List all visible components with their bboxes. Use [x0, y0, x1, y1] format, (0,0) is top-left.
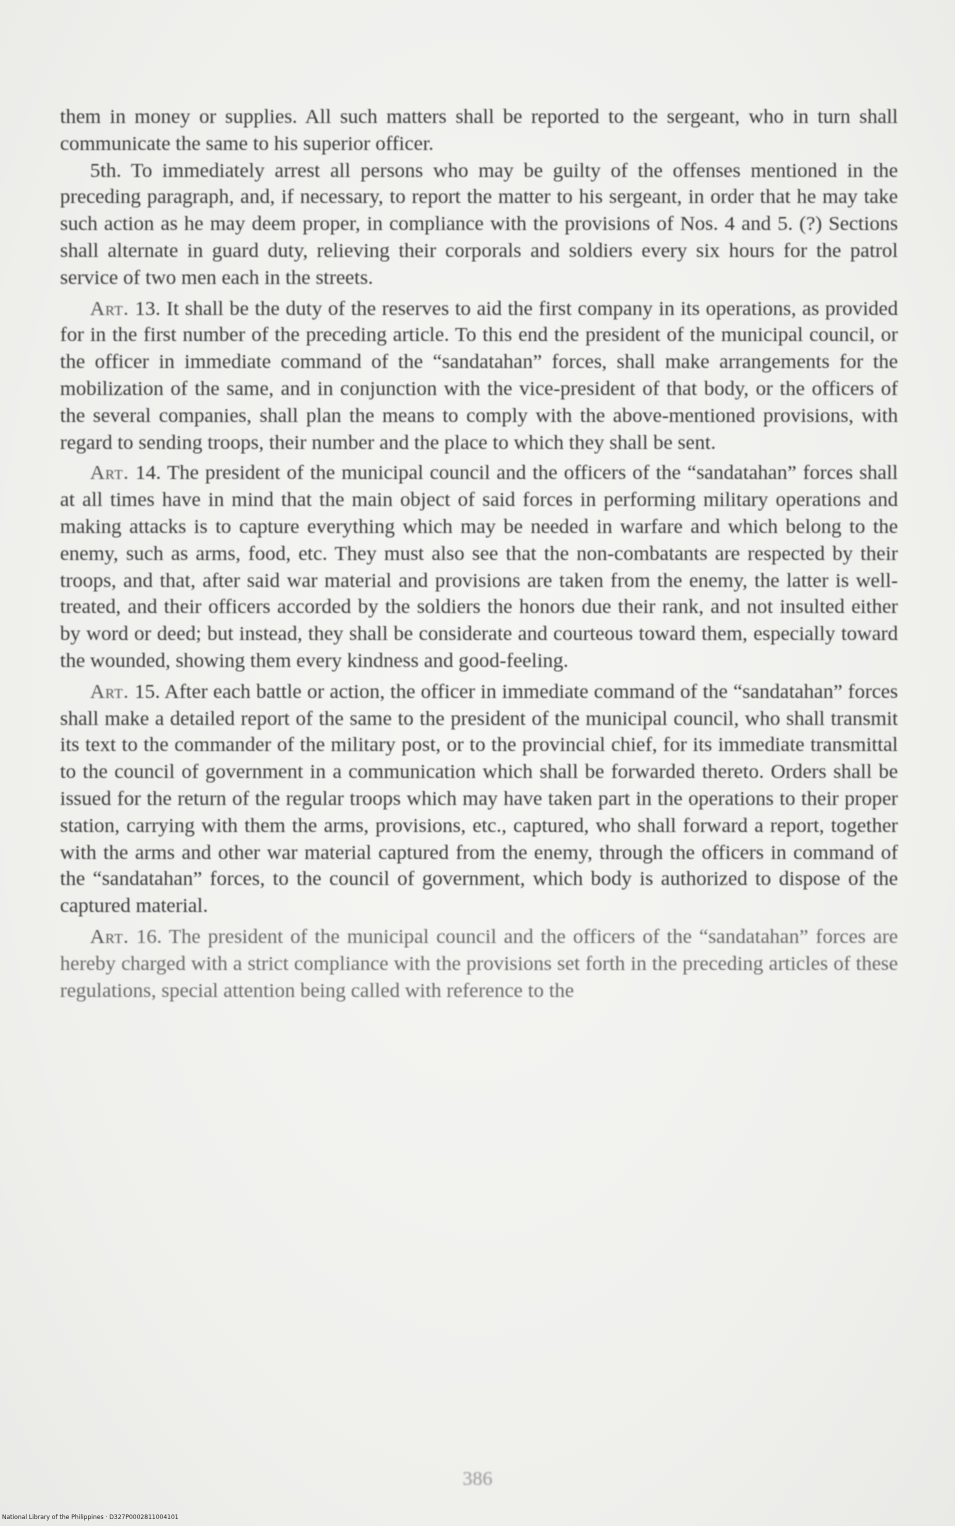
paragraph-text: them in money or supplies. All such matters shall be reported to the sergeant, who in turn shall communicate the same to his superior officer. [60, 106, 898, 155]
article-15 [60, 679, 898, 920]
paragraph-fifth-duty [60, 158, 898, 292]
page-number: 386 [462, 1468, 493, 1490]
article-13 [60, 296, 898, 457]
article-text: 16. The president of the municipal council and the officers of the “sandatahan” forces are hereby charged with a strict compliance with the provisions set forth in the preceding articles of these regulations, special attention being called with reference to the [60, 925, 898, 1002]
document-body [60, 104, 898, 1004]
paragraph-text: 5th. To immediately arrest all persons who may be guilty of the offenses mentioned in the preceding paragraph, and, if necessary, to report the matter to his sergeant, in order that he may take such action as he may deem proper, in compliance with the provisions of Nos. 4 and 5. (?) Sections shall alternate in guard duty, relieving their corporals and soldiers every six hours for the patrol service of two men each in the streets. [60, 159, 898, 289]
article-text: 13. It shall be the duty of the reserves to aid the first company in its operations, as provided for in the first number of the preceding article. To this end the president of the municipal council, or the officer in immediate command of the “sandatahan” forces, shall make arrangements for the mobilization of the same, and in conjunction with the vice-president of that body, or the officers of the several companies, shall plan the means to comply with the above-mentioned provisions, with regard to sending troops, their number and the place to which they shall be sent. [60, 297, 899, 454]
article-text: 14. The president of the municipal council and the officers of the “sandatahan” forces shall at all times have in mind that the main object of said forces in performing military operations and making attacks is to capture everything which may be needed in warfare and which belong to the enemy, such as arms, food, etc. They must also see that the non-combatants are respected by their troops, and that, after said war material and provisions are taken from the enemy, the latter is well-treated, and their officers accorded by the soldiers the honors due their rank, and not insulted either by word or deed; but instead, they shall be considerate and courteous toward them, especially toward the wounded, showing them every kindness and good-feeling. [60, 462, 898, 672]
article-16 [60, 924, 898, 1004]
article-label: Art. [90, 462, 129, 485]
article-label: Art. [90, 680, 129, 703]
paragraph-continuation [60, 104, 898, 158]
article-label: Art. [90, 297, 129, 320]
library-footer: National Library of the Philippines · D327P0002811004101 [2, 1514, 179, 1521]
article-14 [60, 460, 898, 674]
article-text: 15. After each battle or action, the officer in immediate command of the “sandatahan” forces shall make a detailed report of the same to the president of the municipal council, who shall transmit its text to the commander of the military post, or to the provincial chief, for its immediate transmittal to the council of government in a communication which shall be forwarded thereto. Orders shall be issued for the return of the regular troops which may have taken part in the operations to their proper station, carrying with them the arms, provisions, etc., captured, who shall forward a report, together with the arms and other war material captured from the enemy, through the officers in command of the “sandatahan” forces, to the council of government, which body is authorized to dispose of the captured material. [60, 680, 899, 918]
article-label: Art. [90, 925, 129, 948]
